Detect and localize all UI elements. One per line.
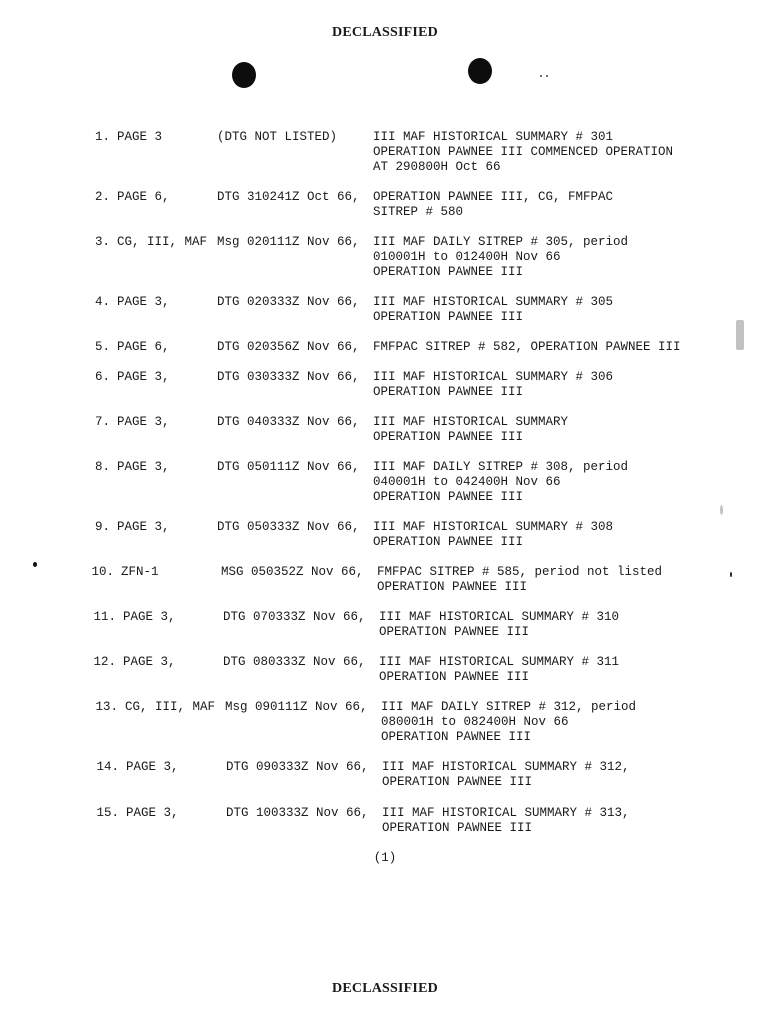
- entry-number: 8.: [94, 460, 110, 474]
- description-line: III MAF HISTORICAL SUMMARY: [373, 415, 569, 429]
- entry-number: 13.: [95, 700, 118, 714]
- entry-source: PAGE 3,: [117, 520, 170, 534]
- entry-number: 5.: [94, 340, 110, 354]
- entry-number: 7.: [94, 415, 110, 429]
- entry-description: [382, 760, 630, 790]
- list-item: [80, 235, 770, 283]
- entry-number: 14.: [96, 760, 119, 774]
- entry-number: 15.: [96, 806, 119, 820]
- description-line: OPERATION PAWNEE III, CG, FMFPAC: [373, 190, 614, 204]
- description-line: OPERATION PAWNEE III: [381, 730, 532, 744]
- entry-description: [373, 130, 673, 175]
- entry-description: [381, 700, 636, 745]
- description-line: OPERATION PAWNEE III: [379, 625, 530, 639]
- list-item: [80, 295, 770, 343]
- entry-source: ZFN-1: [121, 565, 159, 579]
- entry-source: CG, III, MAF: [125, 700, 216, 714]
- description-line: III MAF DAILY SITREP # 305, period: [373, 235, 629, 249]
- description-line: FMFPAC SITREP # 585, period not listed: [377, 565, 663, 579]
- entry-description: [379, 610, 619, 640]
- list-item: [80, 460, 770, 508]
- entry-number: 1.: [94, 130, 110, 144]
- entry-dtg: DTG 090333Z Nov 66,: [226, 760, 369, 774]
- description-line: III MAF DAILY SITREP # 312, period: [381, 700, 637, 714]
- description-line: III MAF HISTORICAL SUMMARY # 311: [379, 655, 620, 669]
- entry-dtg: DTG 050111Z Nov 66,: [217, 460, 360, 474]
- entry-dtg: DTG 050333Z Nov 66,: [217, 520, 360, 534]
- entry-dtg: DTG 310241Z Oct 66,: [217, 190, 360, 204]
- description-line: III MAF HISTORICAL SUMMARY # 313,: [382, 806, 630, 820]
- description-line: OPERATION PAWNEE III COMMENCED OPERATION: [373, 145, 674, 159]
- description-line: OPERATION PAWNEE III: [379, 670, 530, 684]
- description-line: OPERATION PAWNEE III: [382, 775, 533, 789]
- description-line: OPERATION PAWNEE III: [377, 580, 528, 594]
- entry-description: [382, 806, 630, 836]
- entry-number: 9.: [94, 520, 110, 534]
- entry-source: PAGE 3,: [117, 370, 170, 384]
- entry-number: 11.: [93, 610, 116, 624]
- entry-description: [377, 565, 662, 595]
- description-line: OPERATION PAWNEE III: [373, 310, 524, 324]
- description-line: III MAF HISTORICAL SUMMARY # 306: [373, 370, 614, 384]
- list-item: [80, 190, 770, 238]
- entry-description: [373, 295, 613, 325]
- list-item: [86, 655, 770, 703]
- entry-dtg: DTG 080333Z Nov 66,: [223, 655, 366, 669]
- list-item: [84, 565, 770, 613]
- entry-source: PAGE 3: [117, 130, 163, 144]
- page-number: (1): [373, 851, 397, 865]
- description-line: OPERATION PAWNEE III: [373, 385, 524, 399]
- entry-source: PAGE 3,: [117, 460, 170, 474]
- entry-dtg: DTG 100333Z Nov 66,: [226, 806, 369, 820]
- entry-dtg: DTG 020333Z Nov 66,: [217, 295, 360, 309]
- footer-declassified: DECLASSIFIED: [332, 981, 438, 996]
- entry-description: [373, 370, 613, 400]
- description-line: 010001H to 012400H Nov 66: [373, 250, 561, 264]
- list-item: [80, 520, 770, 568]
- entry-source: CG, III, MAF: [117, 235, 208, 249]
- description-line: OPERATION PAWNEE III: [373, 430, 524, 444]
- entry-dtg: MSG 050352Z Nov 66,: [221, 565, 364, 579]
- entry-description: [373, 340, 681, 355]
- description-line: III MAF HISTORICAL SUMMARY # 308: [373, 520, 614, 534]
- entry-number: 6.: [94, 370, 110, 384]
- description-line: III MAF HISTORICAL SUMMARY # 305: [373, 295, 614, 309]
- list-item: [88, 700, 770, 748]
- entry-source: PAGE 3,: [126, 806, 179, 820]
- entry-number: 4.: [94, 295, 110, 309]
- entry-number: 2.: [94, 190, 110, 204]
- header-declassified: DECLASSIFIED: [332, 25, 438, 40]
- entry-number: 12.: [93, 655, 116, 669]
- description-line: SITREP # 580: [373, 205, 464, 219]
- entry-dtg: Msg 020111Z Nov 66,: [217, 235, 360, 249]
- entry-description: [373, 415, 568, 445]
- description-line: OPERATION PAWNEE III: [382, 821, 533, 835]
- entry-source: PAGE 6,: [117, 190, 170, 204]
- entry-dtg: DTG 070333Z Nov 66,: [223, 610, 366, 624]
- entry-source: PAGE 3,: [117, 415, 170, 429]
- description-line: AT 290800H Oct 66: [373, 160, 501, 174]
- description-line: OPERATION PAWNEE III: [373, 490, 524, 504]
- entry-dtg: Msg 090111Z Nov 66,: [225, 700, 368, 714]
- description-line: OPERATION PAWNEE III: [373, 535, 524, 549]
- entry-dtg: DTG 040333Z Nov 66,: [217, 415, 360, 429]
- list-item: [80, 415, 770, 463]
- description-line: 080001H to 082400H Nov 66: [381, 715, 569, 729]
- entry-source: PAGE 3,: [123, 610, 176, 624]
- entry-dtg: DTG 020356Z Nov 66,: [217, 340, 360, 354]
- list-item: [89, 806, 770, 854]
- entry-description: [373, 190, 613, 220]
- entry-number: 10.: [91, 565, 114, 579]
- entry-dtg: (DTG NOT LISTED): [217, 130, 338, 144]
- entry-number: 3.: [94, 235, 110, 249]
- description-line: OPERATION PAWNEE III: [373, 265, 524, 279]
- description-line: FMFPAC SITREP # 582, OPERATION PAWNEE III: [373, 340, 681, 354]
- entry-description: [373, 235, 628, 280]
- entry-description: [373, 460, 628, 505]
- description-line: 040001H to 042400H Nov 66: [373, 475, 561, 489]
- entry-source: PAGE 3,: [126, 760, 179, 774]
- entry-source: PAGE 3,: [123, 655, 176, 669]
- entry-source: PAGE 3,: [117, 295, 170, 309]
- entry-description: [373, 520, 613, 550]
- list-item: [80, 130, 770, 178]
- description-line: III MAF DAILY SITREP # 308, period: [373, 460, 629, 474]
- description-line: III MAF HISTORICAL SUMMARY # 312,: [382, 760, 630, 774]
- entry-source: PAGE 6,: [117, 340, 170, 354]
- list-item: [86, 610, 770, 658]
- entry-dtg: DTG 030333Z Nov 66,: [217, 370, 360, 384]
- description-line: III MAF HISTORICAL SUMMARY # 301: [373, 130, 614, 144]
- entry-description: [379, 655, 619, 685]
- list-item: [89, 760, 770, 808]
- list-item: [80, 370, 770, 418]
- description-line: III MAF HISTORICAL SUMMARY # 310: [379, 610, 620, 624]
